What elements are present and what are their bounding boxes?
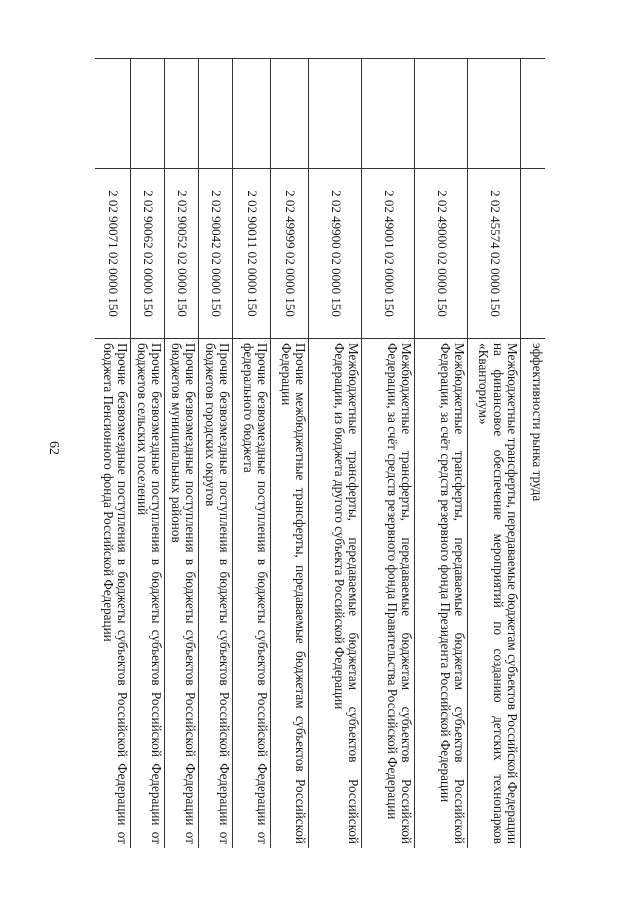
cell-admin	[362, 59, 415, 169]
budget-codes-table	[95, 58, 545, 848]
cell-admin	[415, 59, 468, 169]
cell-admin	[131, 59, 165, 169]
table-row	[271, 59, 309, 849]
cell-description: Прочие безвозмездные поступления в бюджеты субъектов Российской Федерации от бюджета Пенсионного фонда Российской Федерации	[95, 339, 131, 849]
cell-description: Прочие межбюджетные трансферты, передаваемые бюджетам субъектов Российской Федерации	[271, 339, 309, 849]
cell-admin	[95, 59, 131, 169]
cell-admin	[199, 59, 233, 169]
cell-description: Межбюджетные трансферты, передаваемые бюджетам субъектов Российской Федерации, за счёт средств резервного фонда Президента Российской Федерации	[415, 339, 468, 849]
table-row	[521, 59, 545, 849]
cell-admin	[309, 59, 362, 169]
cell-code: 2 02 45574 02 0000 150	[468, 169, 521, 339]
cell-code: 2 02 49999 02 0000 150	[271, 169, 309, 339]
cell-description: Межбюджетные трансферты, передаваемые бюджетам субъектов Российской Федерации на финансовое обеспечение мероприятий по созданию детских технопарков «Кванториум»	[468, 339, 521, 849]
table-row	[362, 59, 415, 849]
table-row	[415, 59, 468, 849]
cell-admin	[521, 59, 545, 169]
cell-description: Межбюджетные трансферты, передаваемые бюджетам субъектов Российской Федерации, за счёт средств резервного фонда Правительства Российской Федерации	[362, 339, 415, 849]
cell-admin	[468, 59, 521, 169]
table-row	[131, 59, 165, 849]
table-row	[309, 59, 362, 849]
cell-code: 2 02 49001 02 0000 150	[362, 169, 415, 339]
cell-code: 2 02 90052 02 0000 150	[165, 169, 199, 339]
cell-description: Прочие безвозмездные поступления в бюджеты субъектов Российской Федерации от федерального бюджета	[233, 339, 271, 849]
cell-description: Прочие безвозмездные поступления в бюджеты субъектов Российской Федерации от бюджетов сельских поселений	[131, 339, 165, 849]
table-row	[468, 59, 521, 849]
cell-code: 2 02 49900 02 0000 150	[309, 169, 362, 339]
cell-admin	[165, 59, 199, 169]
rotated-content	[95, 58, 545, 848]
cell-code	[521, 169, 545, 339]
cell-admin	[271, 59, 309, 169]
table-row	[199, 59, 233, 849]
page-number: 62	[46, 441, 61, 455]
table-row	[95, 59, 131, 849]
cell-description: Межбюджетные трансферты, передаваемые бюджетам субъектов Российской Федерации, из бюджета другого субъекта Российской Федерации	[309, 339, 362, 849]
table-row	[233, 59, 271, 849]
cell-code: 2 02 90062 02 0000 150	[131, 169, 165, 339]
rotated-page	[95, 58, 545, 848]
cell-description: Прочие безвозмездные поступления в бюджеты субъектов Российской Федерации от бюджетов муниципальных районов	[165, 339, 199, 849]
cell-admin	[233, 59, 271, 169]
cell-description: Прочие безвозмездные поступления в бюджеты субъектов Российской Федерации от бюджетов городских округов	[199, 339, 233, 849]
cell-code: 2 02 49000 02 0000 150	[415, 169, 468, 339]
table-row	[165, 59, 199, 849]
cell-code: 2 02 90011 02 0000 150	[233, 169, 271, 339]
cell-code: 2 02 90042 02 0000 150	[199, 169, 233, 339]
cell-description: эффективности рынка труда	[521, 339, 545, 849]
cell-code: 2 02 90071 02 0000 150	[95, 169, 131, 339]
